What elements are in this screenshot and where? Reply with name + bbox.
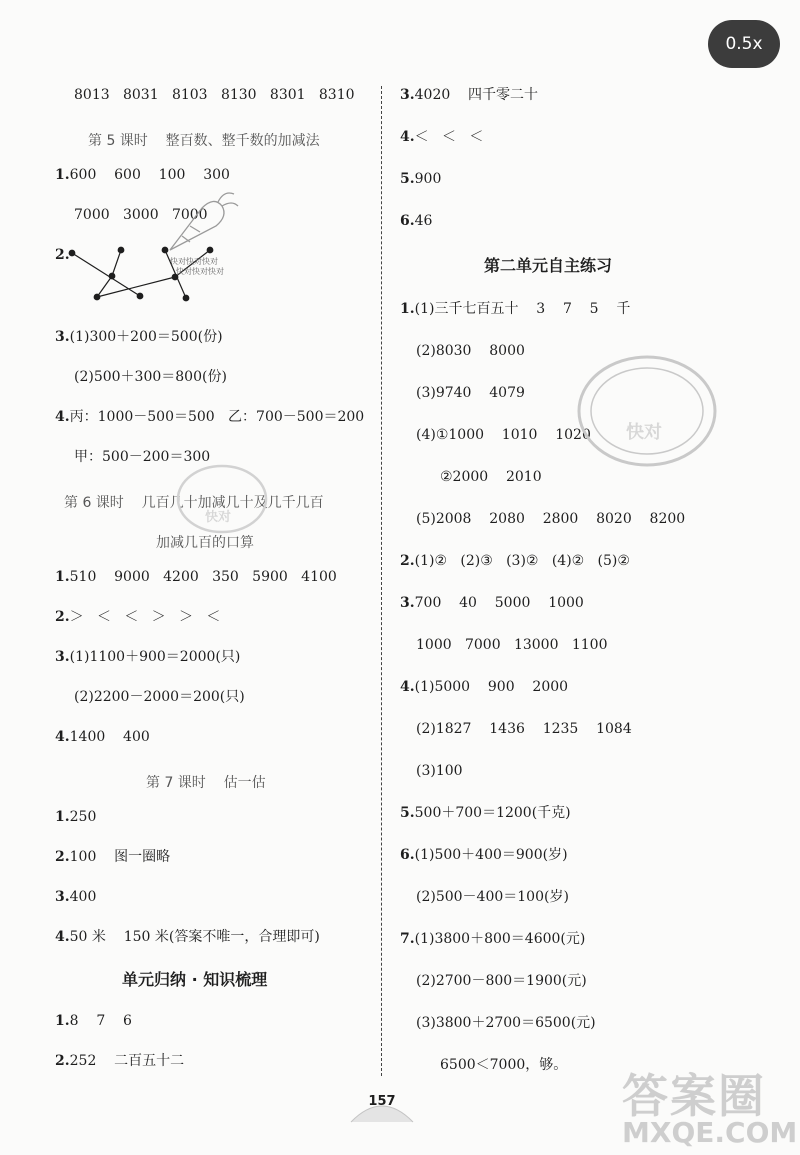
question-number: 2. xyxy=(55,609,70,625)
answer-text: 500＋700＝1200(千克) xyxy=(414,805,571,821)
question-number: 5. xyxy=(400,171,415,187)
u-q6-line2: (2)500－400＝100(岁) xyxy=(416,889,569,905)
answer-text: 丙：1000－500＝500 乙：700－500＝200 xyxy=(69,409,365,425)
question-number: 4. xyxy=(55,729,70,745)
l6-q1 xyxy=(55,568,337,586)
zoom-level-badge[interactable]: 0.5x xyxy=(708,20,780,68)
r-q3 xyxy=(400,86,538,104)
answer-text: 250 xyxy=(69,809,97,825)
l7-q2 xyxy=(55,848,170,866)
l5-q1 xyxy=(55,166,230,184)
question-number: 1. xyxy=(400,301,415,317)
question-number: 6. xyxy=(400,847,415,863)
s-q1 xyxy=(55,1012,132,1030)
question-number: 7. xyxy=(400,931,415,947)
stamp-watermark-small-text: 快对 xyxy=(205,510,232,525)
answer-text: ＜ ＜ ＜ xyxy=(414,129,484,145)
r-q4 xyxy=(400,128,483,146)
u-q4-line3: (3)100 xyxy=(416,763,463,779)
answer-text: (1)3800＋800＝4600(元) xyxy=(414,931,586,947)
u-q1-line6: (5)2008 2080 2800 8020 8200 xyxy=(416,511,686,527)
question-number: 2. xyxy=(55,1053,70,1069)
question-number: 2. xyxy=(400,553,415,569)
answer-text: (1)5000 900 2000 xyxy=(414,679,569,695)
answer-text: 1400 400 xyxy=(69,729,150,745)
question-number: 5. xyxy=(400,805,415,821)
answer-text: 900 xyxy=(414,171,442,187)
u-q1-line3: (3)9740 4079 xyxy=(416,385,525,401)
l7-q3 xyxy=(55,888,96,906)
l5-q3-line2: (2)500＋300＝800(份) xyxy=(74,369,227,385)
question-number: 4. xyxy=(55,409,70,425)
l6-q4 xyxy=(55,728,150,746)
l5-q1-line2: 7000 3000 7000 xyxy=(74,207,208,223)
stamp-watermark-text: 快对 xyxy=(626,422,662,443)
u-q2 xyxy=(400,552,630,570)
u-q7-line4: 6500＜7000，够。 xyxy=(440,1057,568,1073)
lesson-6-title: 第 6 课时 几百几十加减几十及几千几百 xyxy=(64,495,324,511)
u-q7-line3: (3)3800＋2700＝6500(元) xyxy=(416,1015,596,1031)
question-number: 6. xyxy=(400,213,415,229)
lesson-5-title: 第 5 课时 整百数、整千数的加减法 xyxy=(88,133,320,149)
question-number: 1. xyxy=(55,1013,70,1029)
l5-q3 xyxy=(55,328,223,346)
question-number: 4. xyxy=(400,679,415,695)
l7-q4 xyxy=(55,928,320,946)
s-q2 xyxy=(55,1052,184,1070)
top-number-row: 8013 8031 8103 8130 8301 8310 xyxy=(74,87,355,103)
u-q1-line4: (4)①1000 1010 1020 xyxy=(416,427,591,443)
l6-q3 xyxy=(55,648,240,666)
answer-text: 50 米 150 米(答案不唯一，合理即可) xyxy=(69,929,320,945)
u-q1 xyxy=(400,300,630,318)
u-q5 xyxy=(400,804,571,822)
site-watermark-cn: 答案圈 xyxy=(622,1069,766,1123)
answer-text: 4020 四千零二十 xyxy=(414,87,539,103)
stamp-watermark-icon xyxy=(572,352,722,470)
question-number: 1. xyxy=(55,167,70,183)
l7-q1 xyxy=(55,808,96,826)
u-q4 xyxy=(400,678,568,696)
question-number: 3. xyxy=(55,329,70,345)
l6-q2 xyxy=(55,608,220,626)
l5-q4 xyxy=(55,408,364,426)
answer-text: 600 600 100 300 xyxy=(69,167,230,183)
question-number: 2. xyxy=(55,247,70,263)
answer-text: 700 40 5000 1000 xyxy=(414,595,584,611)
l5-q4-line2: 甲：500－200＝300 xyxy=(74,449,211,465)
answer-text: (1)300＋200＝500(份) xyxy=(69,329,223,345)
u-q1-line2: (2)8030 8000 xyxy=(416,343,525,359)
u-q7-line2: (2)2700－800＝1900(元) xyxy=(416,973,587,989)
carrot-watermark-icon xyxy=(162,188,242,262)
u-q4-line2: (2)1827 1436 1235 1084 xyxy=(416,721,632,737)
question-number: 3. xyxy=(400,87,415,103)
question-number: 3. xyxy=(400,595,415,611)
unit-2-practice-title: 第二单元自主练习 xyxy=(484,256,613,275)
site-watermark-en: MXQE.COM xyxy=(622,1116,798,1149)
r-q6 xyxy=(400,212,432,230)
r-q5 xyxy=(400,170,441,188)
answer-text: 252 二百五十二 xyxy=(69,1053,185,1069)
answer-text: (1)1100＋900＝2000(只) xyxy=(69,649,241,665)
question-number: 3. xyxy=(55,649,70,665)
question-number: 4. xyxy=(400,129,415,145)
question-number: 3. xyxy=(55,889,70,905)
column-divider xyxy=(381,86,382,1076)
answer-text: 510 9000 4200 350 5900 4100 xyxy=(69,569,337,585)
answer-text: (1)500＋400＝900(岁) xyxy=(414,847,568,863)
stamp-small-text: 快对快对快对 xyxy=(170,257,218,266)
question-number: 4. xyxy=(55,929,70,945)
answer-text: (1)② (2)③ (3)② (4)② (5)② xyxy=(414,553,630,569)
u-q3 xyxy=(400,594,584,612)
lesson-7-title: 第 7 课时 估一估 xyxy=(146,775,266,791)
question-number: 1. xyxy=(55,809,70,825)
u-q7 xyxy=(400,930,585,948)
stamp-small-text-2: 快对快对快对 xyxy=(176,267,224,276)
u-q1-line5: ②2000 2010 xyxy=(440,469,542,485)
question-number: 1. xyxy=(55,569,70,585)
u-q3-line2: 1000 7000 13000 1100 xyxy=(416,637,608,653)
l6-q3-line2: (2)2200－2000＝200(只) xyxy=(74,689,245,705)
unit-summary-title: 单元归纳 · 知识梳理 xyxy=(122,970,268,989)
page-number: 157 xyxy=(368,1094,396,1109)
answer-text: 400 xyxy=(69,889,97,905)
lesson-6-title-line2: 加减几百的口算 xyxy=(156,535,254,551)
answer-text: 46 xyxy=(414,213,433,229)
question-number: 2. xyxy=(55,849,70,865)
u-q6 xyxy=(400,846,568,864)
answer-text: 8 7 6 xyxy=(69,1013,132,1029)
answer-text: 100 图一圈略 xyxy=(69,849,171,865)
answer-text: ＞ ＜ ＜ ＞ ＞ ＜ xyxy=(69,609,221,625)
answer-text: (1)三千七百五十 3 7 5 千 xyxy=(414,301,631,317)
